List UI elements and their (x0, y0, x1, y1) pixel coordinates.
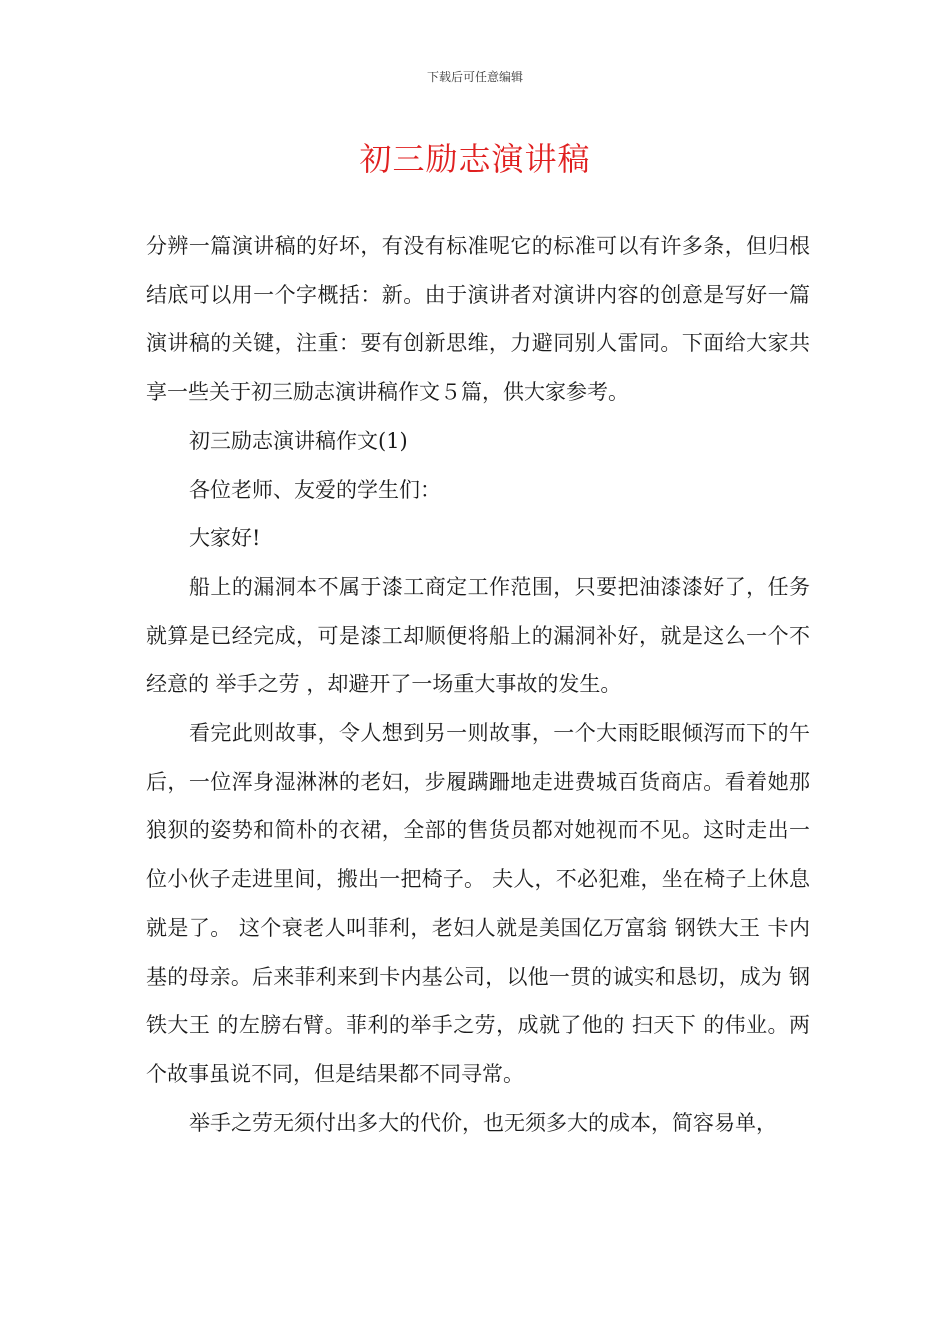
paragraph-story-one: 船上的漏洞本不属于漆工商定工作范围，只要把油漆漆好了，任务就算是已经完成，可是漆工却顺便将船上的漏洞补好，就是这么一个不经意的 举手之劳 ，却避开了一场重大事故的发生。 (146, 574, 810, 697)
paragraph-greeting: 大家好! (189, 526, 261, 551)
document-title: 初三励志演讲稿 (359, 140, 591, 178)
document-body (146, 222, 810, 1147)
paragraph-conclusion: 举手之劳无须付出多大的代价，也无须多大的成本，简容易单， (189, 1110, 777, 1135)
paragraph-salutation: 各位老师、友爱的学生们： (189, 477, 441, 502)
paragraph-intro: 分辨一篇演讲稿的好坏，有没有标准呢它的标准可以有许多条，但归根结底可以用一个字概括：新。由于演讲者对演讲内容的创意是写好一篇演讲稿的关键，注重：要有创新思维，力避同别人雷同。下面给大家共享一些关于初三励志演讲稿作文５篇，供大家参考。 (146, 234, 810, 405)
paragraph-story-two: 看完此则故事，令人想到另一则故事，一个大雨眨眼倾泻而下的午后，一位浑身湿淋淋的老妇，步履蹒跚地走进费城百货商店。看着她那狼狈的姿势和简朴的衣裙，全部的售货员都对她视而不见。这时走出一位小伙子走进里间，搬出一把椅子。 夫人，不必犯难，坐在椅子上休息就是了。 这个衰老人叫菲利，老妇人就是美国亿万富翁 钢铁大王 卡内基的母亲。后来菲利来到卡内基公司，以他一贯的诚实和恳切，成为 钢铁大王 的左膀右臂。菲利的举手之劳，成就了他的 扫天下 的伟业。两个故事虽说不同，但是结果都不同寻常。 (146, 721, 810, 1086)
paragraph-subtitle: 初三励志演讲稿作文(1) (189, 428, 408, 453)
header-note: 下载后可任意编辑 (426, 70, 523, 84)
